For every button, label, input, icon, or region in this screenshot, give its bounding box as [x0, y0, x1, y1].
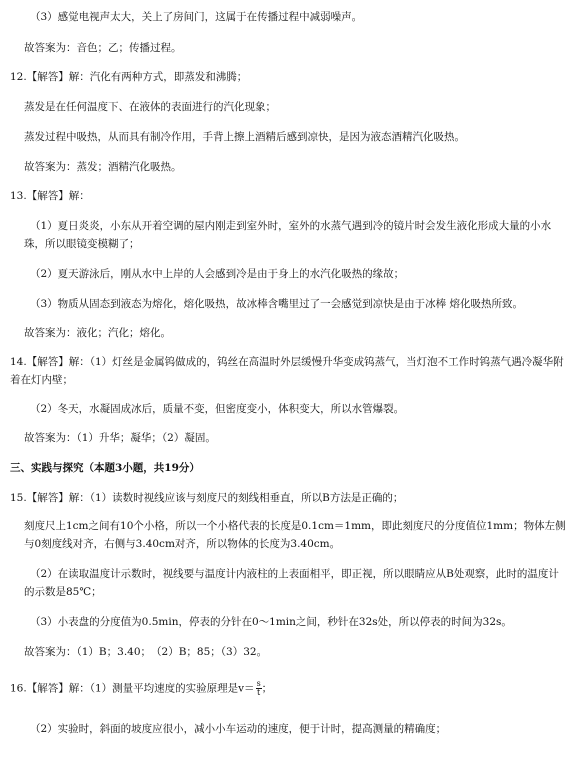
q15-part1-detail: 刻度尺上1cm之间有10个小格，所以一个小格代表的长度是0.1cm＝1mm，即此刻度尺的分度值位1mm；物体左侧与0刻度线对齐，右侧与3.40cm对齐，所以物体的长度为3.40cm。 [24, 520, 566, 550]
q14-part1: 14.【解答】解：（1）灯丝是金属钨做成的，钨丝在高温时外层缓慢升华变成钨蒸气，当灯泡不工作时钨蒸气遇冷凝华附着在灯内壁； [10, 356, 564, 386]
q16-part1-text: 16.【解答】解：（1）测量平均速度的实验原理是v＝ [10, 682, 255, 695]
q13-answer: 故答案为：液化；汽化；熔化。 [24, 327, 171, 339]
q12-line1: 蒸发是在任何温度下、在液体的表面进行的汽化现象； [24, 101, 276, 113]
q16-part1-end: ； [261, 682, 273, 695]
q14-part2: （2）冬天，水凝固成冰后，质量不变，但密度变小，体积变大，所以水管爆裂。 [30, 403, 405, 415]
q14-answer: 故答案为：（1）升华；凝华；（2）凝固。 [24, 432, 216, 444]
q16-part1 [10, 680, 569, 697]
q15-part3: （3）小表盘的分度值为0.5min，停表的分针在0～1min之间，秒针在32s处，所以停表的时间为32s。 [30, 616, 512, 628]
q16-part2: （2）实验时，斜面的坡度应很小，减小小车运动的速度，便于计时，提高测量的精确度； [30, 723, 447, 735]
formula-denominator: t [257, 688, 261, 697]
q12-line2: 蒸发过程中吸热，从而具有制冷作用，手背上擦上酒精后感到凉快，是因为液态酒精汽化吸热。 [24, 131, 465, 143]
q15-part1: 15.【解答】解：（1）读数时视线应该与刻度尺的刻线相垂直，所以B方法是正确的； [10, 492, 404, 504]
section-heading: 三、实践与探究（本题3小题，共19分） [10, 462, 200, 474]
q12-heading: 12.【解答】解：汽化有两种方式，即蒸发和沸腾； [10, 71, 248, 83]
q13-heading: 13.【解答】解： [10, 190, 90, 202]
q12-answer: 故答案为：蒸发；酒精汽化吸热。 [24, 161, 182, 173]
formula-numerator: s [256, 679, 261, 688]
q13-part1: （1）夏日炎炎，小东从开着空调的屋内刚走到室外时，室外的水蒸气遇到冷的镜片时会发生液化形成大量的小水珠，所以眼镜变模糊了； [24, 220, 552, 250]
q11-line3: （3）感觉电视声太大，关上了房间门，这属于在传播过程中减弱噪声。 [30, 11, 363, 23]
q13-part3: （3）物质从固态到液态为熔化，熔化吸热，故冰棒含嘴里过了一会感觉到凉快是由于冰棒 熔化吸热所致。 [30, 298, 524, 310]
q11-answer: 故答案为：音色；乙；传播过程。 [24, 42, 182, 54]
q15-part2: （2）在读取温度计示数时，视线要与温度计内液柱的上表面相平，即正视，所以眼睛应从B处观察，此时的温度计的示数是85℃； [24, 568, 559, 598]
q15-answer: 故答案为：（1）B；3.40； （2）B；85；（3）32。 [24, 646, 268, 658]
q13-part2: （2）夏天游泳后，刚从水中上岸的人会感到冷是由于身上的水汽化吸热的缘故； [30, 268, 405, 280]
